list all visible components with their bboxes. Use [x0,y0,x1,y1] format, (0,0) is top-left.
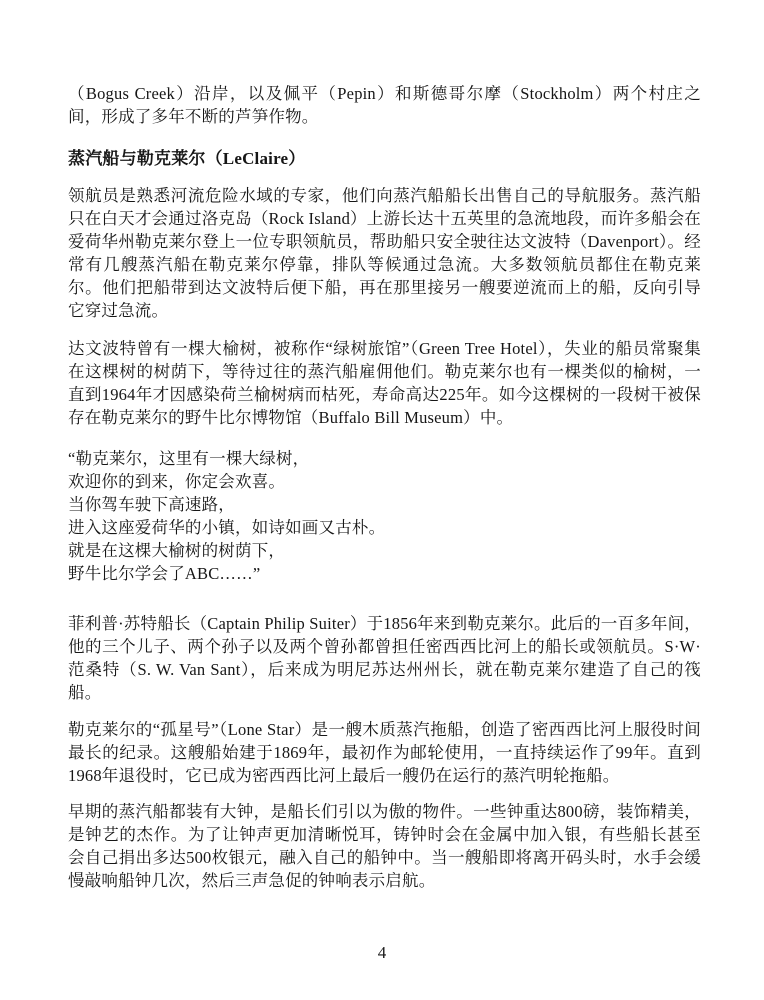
poem-line-4: 进入这座爱荷华的小镇，如诗如画又古朴。 [68,518,386,537]
paragraph-continuation: （Bogus Creek）沿岸，以及佩平（Pepin）和斯德哥尔摩（Stockholm）两个村庄之间，形成了多年不断的芦笋作物。 [68,84,701,126]
poem-line-2: 欢迎你的到来，你定会欢喜。 [68,472,286,491]
poem-line-5: 就是在这棵大榆树的树荫下， [68,541,286,560]
paragraph-elm-tree: 达文波特曾有一棵大榆树，被称作“绿树旅馆”（Green Tree Hotel），失业的船员常聚集在这棵树的树荫下，等待过往的蒸汽船雇佣他们。勒克莱尔也有一棵类似的榆树，一直到1964年才因感染荷兰榆树病而枯死，寿命高达225年。如今这棵树的一段树干被保存在勒克莱尔的野牛比尔博物馆（Buffalo Bill Museum）中。 [68,339,701,427]
poem-line-1: “勒克莱尔，这里有一棵大绿树， [68,449,310,468]
section-heading: 蒸汽船与勒克莱尔（LeClaire） [68,149,306,168]
poem-block [68,447,701,585]
paragraph-lone-star: 勒克莱尔的“孤星号”（Lone Star）是一艘木质蒸汽拖船，创造了密西西比河上服役时间最长的纪录。这艘船始建于1869年，最初作为邮轮使用，一直持续运作了99年。直到1968年退役时，它已成为密西西比河上最后一艘仍在运行的蒸汽明轮拖船。 [68,720,701,785]
paragraph-pilots: 领航员是熟悉河流危险水域的专家，他们向蒸汽船船长出售自己的导航服务。蒸汽船只在白天才会通过洛克岛（Rock Island）上游长达十五英里的急流地段，而许多船会在爱荷华州勒克莱尔登上一位专职领航员，帮助船只安全驶往达文波特（Davenport）。经常有几艘蒸汽船在勒克莱尔停靠，排队等候通过急流。大多数领航员都住在勒克莱尔。他们把船带到达文波特后便下船，再在那里接另一艘要逆流而上的船，反向引导它穿过急流。 [68,186,701,320]
paragraph-steamboat-bells: 早期的蒸汽船都装有大钟，是船长们引以为傲的物件。一些钟重达800磅，装饰精美，是钟艺的杰作。为了让钟声更加清晰悦耳，铸钟时会在金属中加入银，有些船长甚至会自己捐出多达500枚银元，融入自己的船钟中。当一艘船即将离开码头时，水手会缓慢敲响船钟几次，然后三声急促的钟响表示启航。 [68,802,701,890]
poem-line-3: 当你驾车驶下高速路， [68,495,235,514]
poem-line-6: 野牛比尔学会了ABC……” [68,564,261,583]
paragraph-captain-suiter: 菲利普·苏特船长（Captain Philip Suiter）于1856年来到勒克莱尔。此后的一百多年间，他的三个儿子、两个孙子以及两个曾孙都曾担任密西西比河上的船长或领航员。S·W·范桑特（S. W. Van Sant），后来成为明尼苏达州州长，就在勒克莱尔建造了自己的筏船。 [68,614,702,702]
page-number: 4 [377,943,387,962]
